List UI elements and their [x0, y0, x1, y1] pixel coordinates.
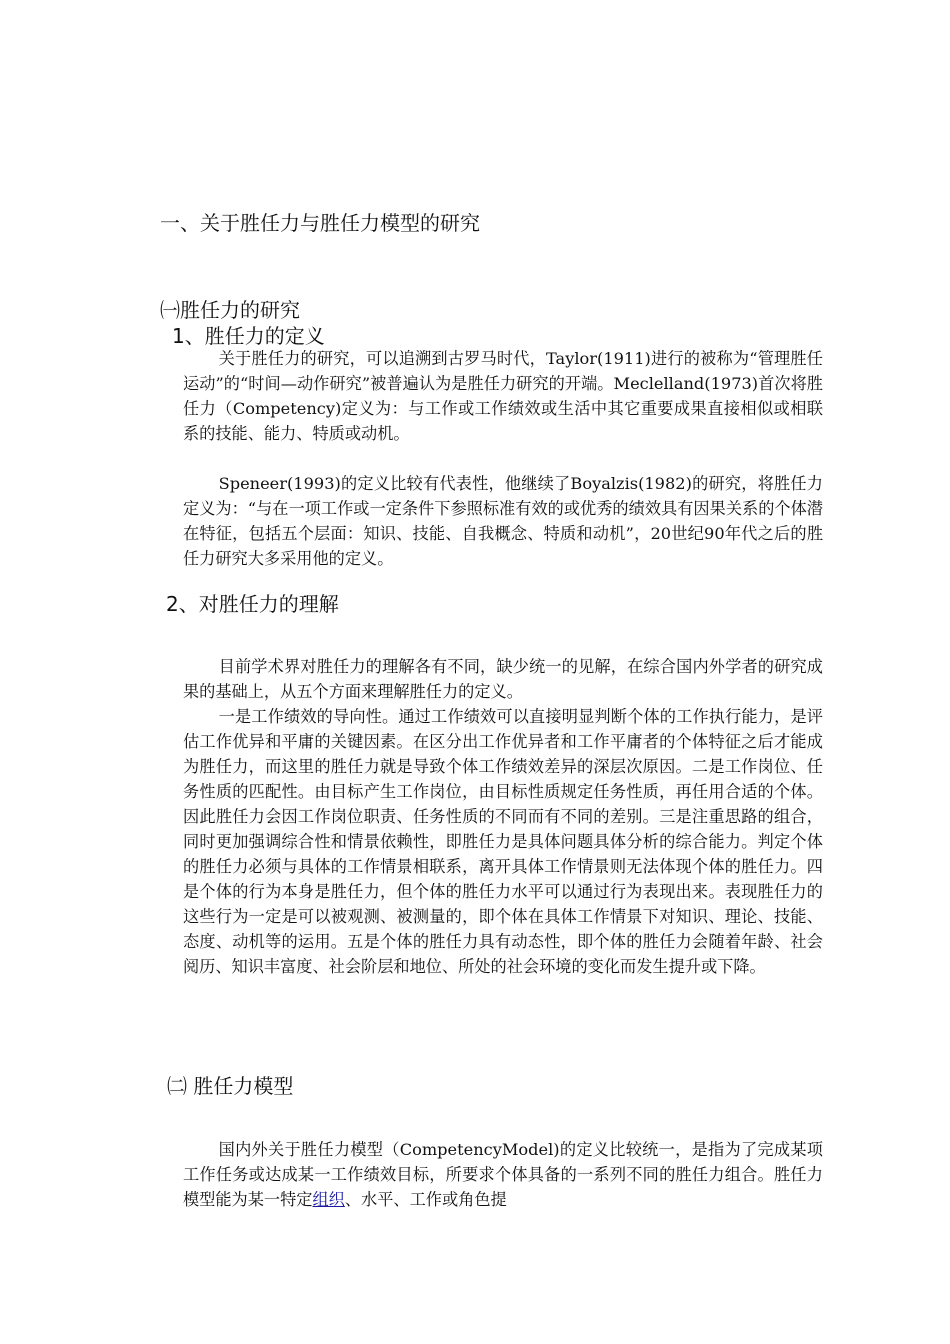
section-two-title: ㈡ 胜任力模型	[167, 1074, 294, 1098]
main-heading: 一、关于胜任力与胜任力模型的研究	[160, 211, 480, 235]
model-paragraph	[183, 1137, 823, 1212]
section-one-title: ㈠胜任力的研究	[160, 298, 300, 322]
model-paragraph-tail: 、水平、工作或角色提	[344, 1190, 507, 1209]
understanding-paragraph-2: 一是工作绩效的导向性。通过工作绩效可以直接明显判断个体的工作执行能力，是评估工作优异和平庸的关键因素。在区分出工作优异者和工作平庸者的个体特征之后才能成为胜任力，而这里的胜任力就是导致个体工作绩效差异的深层次原因。二是工作岗位、任务性质的匹配性。由目标产生工作岗位，由目标性质规定任务性质，再任用合适的个体。因此胜任力会因工作岗位职责、任务性质的不同而有不同的差别。三是注重思路的组合，同时更加强调综合性和情景依赖性，即胜任力是具体问题具体分析的综合能力。判定个体的胜任力必须与具体的工作情景相联系，离开具体工作情景则无法体现个体的胜任力。四是个体的行为本身是胜任力，但个体的胜任力水平可以通过行为表现出来。表现胜任力的这些行为一定是可以被观测、被测量的，即个体在具体工作情景下对知识、理论、技能、态度、动机等的运用。五是个体的胜任力具有动态性，即个体的胜任力会随着年龄、社会阅历、知识丰富度、社会阶层和地位、所处的社会环境的变化而发生提升或下降。	[183, 707, 823, 976]
definition-paragraph-1: 关于胜任力的研究，可以追溯到古罗马时代，Taylor(1911)进行的被称为“管理胜任运动”的“时间—动作研究”被普遍认为是胜任力研究的开端。Meclelland(1973)首次将胜任力（Competency)定义为：与工作或工作绩效或生活中其它重要成果直接相似或相联系的技能、能力、特质或动机。	[183, 349, 823, 443]
model-paragraph-text: 国内外关于胜任力模型（CompetencyModel)的定义比较统一，是指为了完成某项工作任务或达成某一工作绩效目标，所要求个体具备的一系列不同的胜任力组合。胜任力模型能为某一特定	[183, 1140, 823, 1209]
subsection-definition-title: 1、胜任力的定义	[172, 324, 325, 348]
organization-link[interactable]: 组织	[312, 1190, 345, 1209]
understanding-paragraph-1: 目前学术界对胜任力的理解各有不同，缺少统一的见解，在综合国内外学者的研究成果的基础上，从五个方面来理解胜任力的定义。	[183, 657, 823, 701]
definition-paragraph-2: Speneer(1993)的定义比较有代表性，他继续了Boyalzis(1982)的研究，将胜任力定义为：“与在一项工作或一定条件下参照标准有效的或优秀的绩效具有因果关系的个体潜在特征，包括五个层面：知识、技能、自我概念、特质和动机”，20世纪90年代之后的胜任力研究大多采用他的定义。	[183, 474, 823, 568]
subsection-understanding-title: 2、对胜任力的理解	[166, 592, 339, 616]
